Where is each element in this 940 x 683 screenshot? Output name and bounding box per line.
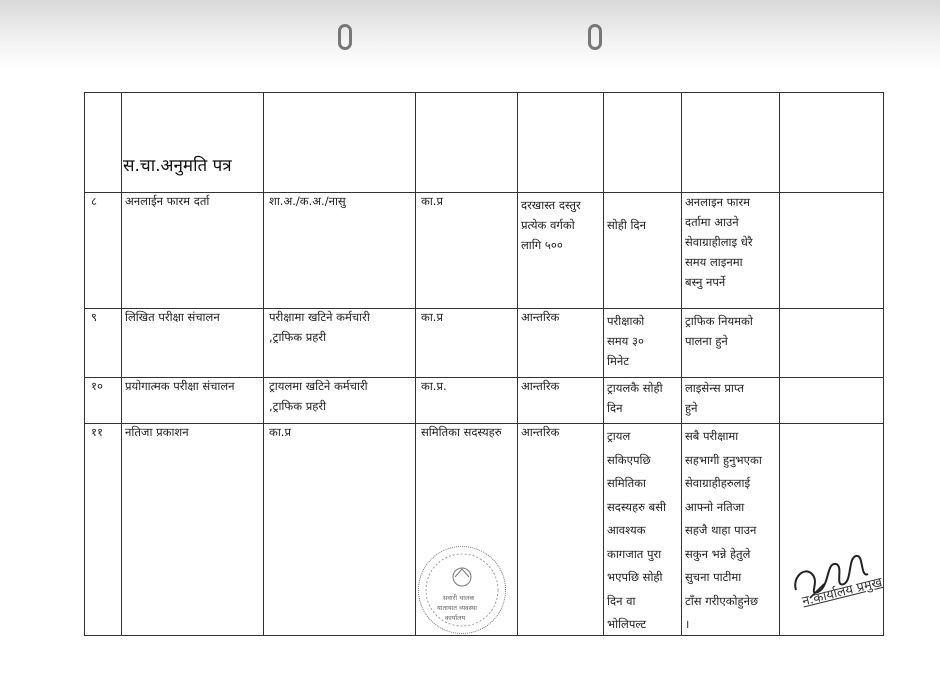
row-11-responsible: का.प्र <box>269 425 292 439</box>
binder-hole-mark <box>338 24 352 50</box>
row-10-responsible: ट्रायलमा खटिने कर्मचारी ,ट्राफिक प्रहरी <box>269 379 368 413</box>
row-8-responsible: शा.अ./क.अ./नासु <box>269 194 346 208</box>
row-8-sn: ८ <box>91 194 97 208</box>
row-10-service: प्रयोगात्मक परीक्षा संचालन <box>125 379 235 393</box>
row-11-fee: आन्तरिक <box>521 425 560 439</box>
row-9-service: लिखित परीक्षा संचालन <box>125 310 220 324</box>
row-10-fee: आन्तरिक <box>521 379 560 393</box>
row-11-time: ट्रायल सकिएपछि समितिका सदस्यहरु बसी आवश्यक कागजात पुरा भएपछि सोही दिन वा भोलिपल्ट <box>607 429 666 631</box>
signature-label: न.कार्यालय प्रमुख <box>800 575 884 610</box>
row-9-responsible: परीक्षामा खटिने कर्मचारी ,ट्राफिक प्रहरी <box>269 310 370 344</box>
row-8-time: सोही दिन <box>607 218 646 232</box>
row-9-fee: आन्तरिक <box>521 310 560 324</box>
row-9-remarks: ट्राफिक नियमको पालना हुने <box>685 314 753 348</box>
stamp-line: सवारी चालक <box>443 594 475 602</box>
row-8-complaint: का.प्र <box>421 194 444 208</box>
office-stamp <box>418 546 506 634</box>
row-11-complaint: समितिका सदस्यहरु <box>421 425 502 439</box>
row-8-service: अनलाईन फारम दर्ता <box>125 194 210 208</box>
row-10-sn: १० <box>91 379 103 393</box>
binder-hole-mark <box>588 24 602 50</box>
row-10-complaint: का.प्र. <box>421 379 447 393</box>
row-8-fee: दरखास्त दस्तुर प्रत्येक वर्गको लागि ५०० <box>521 198 581 252</box>
stamp-line: यातायात व्यवस्था <box>437 604 477 612</box>
row-9-complaint: का.प्र <box>421 310 444 324</box>
row-11-service: नतिजा प्रकाशन <box>125 425 189 439</box>
row-10-remarks: लाइसेन्स प्राप्त हुने <box>685 381 744 415</box>
row-11-sn: ११ <box>91 425 103 439</box>
row-9-sn: ९ <box>91 310 97 324</box>
row-8-remarks: अनलाइन फारम दर्तामा आउने सेवाग्राहीलाइ धेरै समय लाइनमा बस्नु नपर्ने <box>685 195 753 289</box>
row-11-remarks: सबै परीक्षामा सहभागी हुनुभएका सेवाग्राहीहरुलाई आफ्नो नतिजा सहजै थाहा पाउन सकुन भन्ने हेतुले सुचना पाटीमा टाँस गरीएकोहुनेछ । <box>685 429 762 631</box>
page-title: स.चा.अनुमति पत्र <box>123 156 232 176</box>
row-9-time: परीक्षाको समय ३० मिनेट <box>607 314 645 368</box>
row-10-time: ट्रायलकै सोही दिन <box>607 381 663 415</box>
stamp-line: कार्यालय <box>445 614 466 622</box>
scan-top-shadow <box>0 0 940 70</box>
